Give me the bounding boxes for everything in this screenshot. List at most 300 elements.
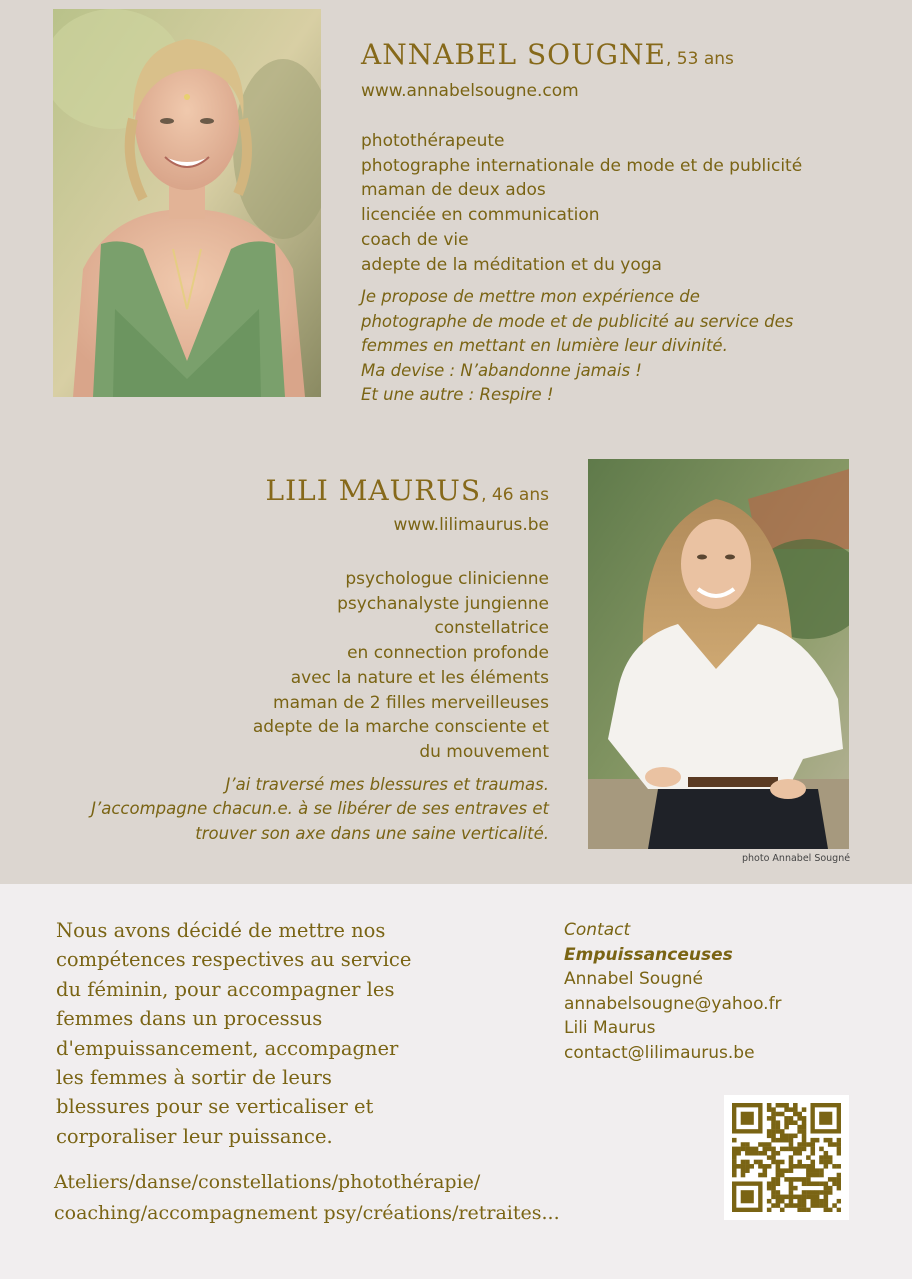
qr-module xyxy=(749,1147,754,1152)
qr-module xyxy=(837,1151,841,1156)
qr-module xyxy=(828,1138,833,1143)
qr-module xyxy=(771,1195,776,1200)
qr-module xyxy=(767,1103,772,1108)
qr-module xyxy=(789,1147,794,1152)
qr-module xyxy=(732,1160,737,1165)
qr-module xyxy=(771,1134,776,1139)
qr-module xyxy=(828,1208,833,1212)
qr-module xyxy=(793,1120,798,1125)
qr-module xyxy=(754,1160,759,1165)
qr-module xyxy=(793,1147,798,1152)
qr-module xyxy=(763,1173,768,1178)
qr-module xyxy=(810,1173,815,1178)
qr-module xyxy=(806,1181,811,1186)
qr-module xyxy=(771,1155,776,1160)
qr-module xyxy=(819,1173,824,1178)
qr-module xyxy=(789,1168,794,1173)
qr-module xyxy=(802,1147,807,1152)
qr-module xyxy=(776,1138,781,1143)
qr-module xyxy=(815,1173,820,1178)
qr-module xyxy=(784,1195,789,1200)
qr-module xyxy=(819,1190,824,1195)
qr-module xyxy=(789,1107,794,1112)
qr-module xyxy=(837,1147,841,1152)
qr-module xyxy=(824,1181,829,1186)
qr-module xyxy=(802,1138,807,1143)
qr-module xyxy=(828,1155,833,1160)
qr-module xyxy=(767,1129,772,1134)
qr-module xyxy=(767,1181,772,1186)
qr-module xyxy=(810,1164,815,1169)
annabel-role: licenciée en communication xyxy=(361,205,600,226)
qr-module xyxy=(819,1168,824,1173)
activities-list xyxy=(54,1167,560,1229)
intro-line: les femmes à sortir de leurs xyxy=(56,1066,332,1090)
qr-module xyxy=(824,1190,829,1195)
qr-module xyxy=(776,1190,781,1195)
qr-module xyxy=(810,1147,815,1152)
qr-module xyxy=(806,1195,811,1200)
qr-module xyxy=(837,1177,841,1182)
qr-module xyxy=(758,1160,763,1165)
qr-module xyxy=(819,1181,824,1186)
qr-module xyxy=(797,1203,802,1208)
qr-module xyxy=(741,1160,746,1165)
annabel-quote-line: Je propose de mettre mon expérience de xyxy=(361,287,700,307)
lili-quote-line: J’ai traversé mes blessures et traumas. xyxy=(225,774,549,794)
annabel-quote-line: Et une autre : Respire ! xyxy=(361,385,554,405)
qr-module xyxy=(806,1173,811,1178)
qr-module xyxy=(780,1112,785,1117)
qr-module xyxy=(736,1147,741,1152)
contact-email-lili[interactable]: contact@lilimaurus.be xyxy=(564,1042,755,1063)
qr-module xyxy=(837,1142,841,1147)
qr-module xyxy=(837,1138,841,1143)
qr-module xyxy=(780,1134,785,1139)
lili-role: avec la nature et les éléments xyxy=(290,667,549,688)
qr-module xyxy=(754,1151,759,1156)
qr-module xyxy=(767,1208,772,1212)
qr-code[interactable] xyxy=(724,1095,849,1220)
lili-role: en connection profonde xyxy=(347,643,549,664)
qr-module xyxy=(776,1199,781,1204)
contact-person-annabel: Annabel Sougné xyxy=(564,969,703,989)
qr-module xyxy=(771,1186,776,1191)
qr-module xyxy=(732,1173,737,1178)
annabel-website-link[interactable]: www.annabelsougne.com xyxy=(361,81,579,101)
qr-module xyxy=(815,1203,820,1208)
qr-module xyxy=(802,1107,807,1112)
qr-module xyxy=(732,1138,737,1143)
qr-module xyxy=(810,1168,815,1173)
annabel-photo xyxy=(53,9,321,397)
qr-module xyxy=(784,1177,789,1182)
annabel-roles xyxy=(361,129,802,277)
qr-module xyxy=(749,1151,754,1156)
qr-module xyxy=(806,1155,811,1160)
qr-module xyxy=(780,1173,785,1178)
qr-module xyxy=(780,1103,785,1108)
qr-module xyxy=(763,1164,768,1169)
qr-module xyxy=(784,1116,789,1121)
qr-module xyxy=(784,1168,789,1173)
activities-line: Ateliers/danse/constellations/photothérapie/ xyxy=(54,1171,481,1193)
qr-module xyxy=(771,1107,776,1112)
qr-module xyxy=(810,1151,815,1156)
qr-module xyxy=(771,1190,776,1195)
lili-quote xyxy=(91,773,549,847)
qr-module xyxy=(802,1208,807,1212)
qr-module xyxy=(767,1107,772,1112)
qr-module xyxy=(784,1120,789,1125)
lili-role: psychologue clinicienne xyxy=(345,569,549,589)
qr-finder xyxy=(819,1112,832,1125)
qr-module xyxy=(802,1177,807,1182)
qr-code-graphic xyxy=(732,1103,841,1212)
qr-module xyxy=(741,1147,746,1152)
lili-age: , 46 ans xyxy=(481,485,549,505)
qr-module xyxy=(789,1142,794,1147)
qr-module xyxy=(793,1195,798,1200)
qr-module xyxy=(758,1164,763,1169)
annabel-role: photographe internationale de mode et de publicité xyxy=(361,155,803,176)
qr-module xyxy=(828,1177,833,1182)
qr-module xyxy=(815,1190,820,1195)
annabel-role: maman de deux ados xyxy=(361,180,546,201)
qr-module xyxy=(837,1173,841,1178)
qr-module xyxy=(776,1120,781,1125)
qr-module xyxy=(802,1190,807,1195)
annabel-age: , 53 ans xyxy=(666,49,734,69)
qr-module xyxy=(789,1181,794,1186)
qr-module xyxy=(763,1168,768,1173)
qr-module xyxy=(832,1142,837,1147)
qr-module xyxy=(824,1138,829,1143)
qr-module xyxy=(784,1147,789,1152)
qr-module xyxy=(789,1186,794,1191)
qr-module xyxy=(824,1160,829,1165)
qr-module xyxy=(780,1129,785,1134)
qr-module xyxy=(793,1134,798,1139)
qr-finder xyxy=(741,1112,754,1125)
lili-profile xyxy=(91,474,549,846)
qr-module xyxy=(789,1138,794,1143)
qr-module xyxy=(793,1103,798,1108)
qr-module xyxy=(776,1177,781,1182)
qr-module xyxy=(754,1147,759,1152)
qr-module xyxy=(837,1181,841,1186)
qr-module xyxy=(797,1147,802,1152)
qr-module xyxy=(780,1199,785,1204)
lili-role: psychanalyste jungienne xyxy=(337,593,549,614)
lili-name: LILI MAURUS xyxy=(265,474,482,507)
qr-module xyxy=(784,1125,789,1130)
qr-module xyxy=(732,1168,737,1173)
qr-module xyxy=(763,1151,768,1156)
qr-module xyxy=(797,1151,802,1156)
intro-line: femmes dans un processus xyxy=(56,1007,323,1031)
qr-module xyxy=(797,1142,802,1147)
qr-module xyxy=(789,1203,794,1208)
qr-module xyxy=(832,1181,837,1186)
qr-module xyxy=(810,1203,815,1208)
qr-module xyxy=(767,1155,772,1160)
intro-line: d'empuissancement, accompagner xyxy=(56,1036,399,1060)
qr-module xyxy=(824,1208,829,1212)
qr-module xyxy=(810,1190,815,1195)
qr-module xyxy=(802,1195,807,1200)
qr-module xyxy=(802,1120,807,1125)
qr-module xyxy=(732,1164,737,1169)
qr-module xyxy=(771,1129,776,1134)
qr-module xyxy=(819,1155,824,1160)
lili-quote-line: trouver son axe dans une saine verticalité. xyxy=(195,823,549,843)
qr-module xyxy=(815,1195,820,1200)
qr-module xyxy=(745,1164,750,1169)
qr-module xyxy=(758,1142,763,1147)
qr-module xyxy=(780,1160,785,1165)
annabel-name: ANNABEL SOUGNE xyxy=(361,38,666,71)
contact-person-lili: Lili Maurus xyxy=(564,1018,656,1038)
lili-quote-line: J’accompagne chacun.e. à se libérer de ses entraves et xyxy=(91,799,549,819)
qr-module xyxy=(776,1160,781,1165)
qr-module xyxy=(824,1155,829,1160)
qr-module xyxy=(767,1147,772,1152)
qr-module xyxy=(810,1181,815,1186)
qr-module xyxy=(806,1142,811,1147)
qr-module xyxy=(802,1116,807,1121)
qr-module xyxy=(780,1208,785,1212)
qr-module xyxy=(789,1177,794,1182)
qr-module xyxy=(819,1160,824,1165)
annabel-profile xyxy=(361,38,802,408)
qr-module xyxy=(771,1112,776,1117)
qr-module xyxy=(832,1203,837,1208)
qr-module xyxy=(837,1164,841,1169)
qr-module xyxy=(767,1142,772,1147)
qr-module xyxy=(802,1129,807,1134)
qr-module xyxy=(837,1186,841,1191)
qr-module xyxy=(797,1116,802,1121)
qr-module xyxy=(797,1199,802,1204)
intro-paragraph xyxy=(56,916,411,1151)
qr-module xyxy=(824,1186,829,1191)
qr-module xyxy=(802,1199,807,1204)
qr-module xyxy=(771,1160,776,1165)
qr-module xyxy=(732,1151,737,1156)
qr-module xyxy=(802,1164,807,1169)
contact-block xyxy=(564,918,782,1065)
qr-module xyxy=(828,1190,833,1195)
qr-module xyxy=(810,1199,815,1204)
qr-module xyxy=(793,1186,798,1191)
qr-module xyxy=(789,1164,794,1169)
qr-module xyxy=(758,1173,763,1178)
lili-role: maman de 2 filles merveilleuses xyxy=(273,692,549,713)
qr-module xyxy=(797,1177,802,1182)
qr-module xyxy=(780,1168,785,1173)
qr-module xyxy=(776,1125,781,1130)
intro-line: blessures pour se verticaliser et xyxy=(56,1095,374,1119)
qr-module xyxy=(810,1138,815,1143)
qr-module xyxy=(780,1147,785,1152)
qr-module xyxy=(771,1116,776,1121)
qr-module xyxy=(819,1203,824,1208)
annabel-role: photothérapeute xyxy=(361,131,505,151)
qr-module xyxy=(767,1186,772,1191)
qr-module xyxy=(828,1160,833,1165)
qr-module xyxy=(745,1151,750,1156)
qr-module xyxy=(819,1147,824,1152)
qr-module xyxy=(767,1199,772,1204)
qr-module xyxy=(797,1125,802,1130)
qr-module xyxy=(802,1181,807,1186)
qr-module xyxy=(763,1142,768,1147)
intro-line: du féminin, pour accompagner les xyxy=(56,977,395,1001)
qr-module xyxy=(806,1190,811,1195)
qr-module xyxy=(815,1181,820,1186)
photo-credit: photo Annabel Sougné xyxy=(742,853,851,864)
qr-module xyxy=(784,1138,789,1143)
qr-module xyxy=(810,1160,815,1165)
qr-module xyxy=(789,1155,794,1160)
qr-module xyxy=(824,1199,829,1204)
qr-module xyxy=(789,1190,794,1195)
qr-module xyxy=(837,1199,841,1204)
qr-module xyxy=(741,1168,746,1173)
qr-module xyxy=(776,1164,781,1169)
qr-module xyxy=(784,1203,789,1208)
annabel-role: coach de vie xyxy=(361,229,469,250)
lili-role: constellatrice xyxy=(434,618,549,639)
qr-module xyxy=(797,1112,802,1117)
lili-photo xyxy=(588,459,849,849)
qr-module xyxy=(732,1147,737,1152)
lili-name-line xyxy=(91,474,549,512)
qr-module xyxy=(780,1138,785,1143)
contact-heading: Contact xyxy=(564,920,631,940)
qr-module xyxy=(802,1134,807,1139)
qr-module xyxy=(776,1195,781,1200)
qr-module xyxy=(789,1199,794,1204)
qr-module xyxy=(810,1142,815,1147)
qr-module xyxy=(824,1164,829,1169)
qr-module xyxy=(771,1138,776,1143)
qr-module xyxy=(828,1142,833,1147)
qr-module xyxy=(771,1177,776,1182)
qr-module xyxy=(745,1160,750,1165)
annabel-quote xyxy=(361,285,802,408)
qr-module xyxy=(797,1160,802,1165)
qr-module xyxy=(793,1107,798,1112)
qr-module xyxy=(771,1151,776,1156)
qr-module xyxy=(732,1155,737,1160)
qr-module xyxy=(824,1203,829,1208)
qr-module xyxy=(806,1168,811,1173)
qr-module xyxy=(741,1164,746,1169)
qr-module xyxy=(776,1112,781,1117)
qr-module xyxy=(824,1195,829,1200)
intro-line: Nous avons décidé de mettre nos xyxy=(56,919,386,942)
qr-module xyxy=(767,1134,772,1139)
qr-module xyxy=(797,1164,802,1169)
contact-email-annabel[interactable]: annabelsougne@yahoo.fr xyxy=(564,993,782,1014)
qr-module xyxy=(806,1177,811,1182)
qr-module xyxy=(815,1168,820,1173)
qr-module xyxy=(793,1151,798,1156)
qr-module xyxy=(771,1120,776,1125)
qr-module xyxy=(736,1151,741,1156)
qr-module xyxy=(763,1147,768,1152)
qr-module xyxy=(789,1195,794,1200)
qr-module xyxy=(745,1142,750,1147)
qr-module xyxy=(793,1112,798,1117)
qr-module xyxy=(793,1164,798,1169)
qr-module xyxy=(771,1125,776,1130)
qr-module xyxy=(802,1125,807,1130)
qr-module xyxy=(789,1120,794,1125)
qr-module xyxy=(802,1203,807,1208)
qr-module xyxy=(771,1203,776,1208)
qr-module xyxy=(784,1134,789,1139)
qr-module xyxy=(810,1195,815,1200)
lili-role: du mouvement xyxy=(419,741,549,762)
qr-module xyxy=(736,1164,741,1169)
qr-module xyxy=(806,1208,811,1212)
qr-module xyxy=(758,1151,763,1156)
qr-module xyxy=(789,1160,794,1165)
qr-module xyxy=(797,1129,802,1134)
qr-module xyxy=(771,1181,776,1186)
annabel-quote-line: Ma devise : N’abandonne jamais ! xyxy=(361,360,642,380)
qr-module xyxy=(793,1203,798,1208)
qr-module xyxy=(789,1116,794,1121)
contact-organization: Empuissanceuses xyxy=(564,944,733,965)
annabel-quote-line: photographe de mode et de publicité au service des xyxy=(361,311,794,331)
qr-module xyxy=(776,1173,781,1178)
qr-module xyxy=(819,1199,824,1204)
qr-module xyxy=(784,1103,789,1108)
qr-module xyxy=(776,1151,781,1156)
activities-line: coaching/accompagnement psy/créations/retraites... xyxy=(54,1202,560,1224)
qr-module xyxy=(797,1195,802,1200)
annabel-role: adepte de la méditation et du yoga xyxy=(361,254,662,275)
qr-module xyxy=(837,1208,841,1212)
qr-module xyxy=(793,1177,798,1182)
qr-module xyxy=(767,1164,772,1169)
qr-module xyxy=(776,1129,781,1134)
qr-module xyxy=(745,1147,750,1152)
qr-module xyxy=(771,1147,776,1152)
qr-module xyxy=(745,1168,750,1173)
lili-website-link[interactable]: www.lilimaurus.be xyxy=(393,515,549,535)
qr-module xyxy=(815,1199,820,1204)
qr-module xyxy=(749,1164,754,1169)
qr-module xyxy=(776,1168,781,1173)
intro-line: corporaliser leur puissance. xyxy=(56,1124,333,1148)
annabel-name-line xyxy=(361,38,802,76)
qr-module xyxy=(797,1208,802,1212)
qr-module xyxy=(784,1107,789,1112)
qr-finder xyxy=(741,1190,754,1203)
intro-line: compétences respectives au service xyxy=(56,948,412,972)
qr-module xyxy=(780,1195,785,1200)
qr-module xyxy=(776,1181,781,1186)
qr-module xyxy=(832,1164,837,1169)
qr-module xyxy=(806,1164,811,1169)
lili-role: adepte de la marche consciente et xyxy=(252,717,549,738)
qr-module xyxy=(776,1203,781,1208)
